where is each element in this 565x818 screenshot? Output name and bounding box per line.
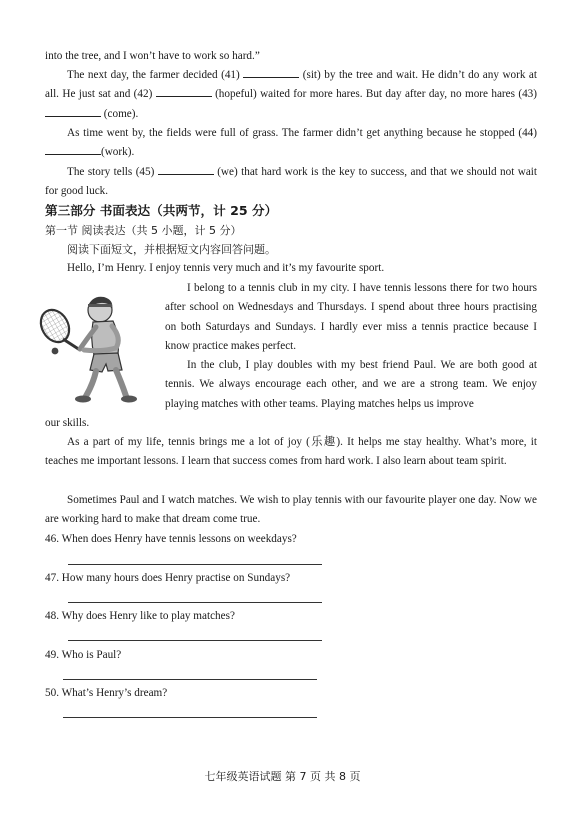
- blank-42[interactable]: [156, 85, 212, 97]
- answer-line-49[interactable]: [63, 679, 317, 680]
- blank-44[interactable]: [45, 143, 101, 155]
- passage-paragraph-1: I belong to a tennis club in my city. I have tennis lessons there for two hours after school on Wednesdays and Thursdays. I spend about three hours practising on both Saturdays and Sundays. I hardly ever miss a tennis practice because I know practice makes perfect.: [165, 282, 537, 352]
- blank-43[interactable]: [45, 105, 101, 117]
- cloze-line-1: into the tree, and I won’t have to work so hard.”: [45, 50, 260, 62]
- passage-paragraph-2-end: our skills.: [45, 417, 90, 429]
- question-46: 46. When does Henry have tennis lessons on weekdays?: [45, 533, 297, 545]
- cloze-paragraph-45: The story tells (45) (we) that hard work is the key to success, and that we should not wait for good luck.: [45, 163, 537, 202]
- question-47: 47. How many hours does Henry practise on Sundays?: [45, 572, 291, 584]
- section-instruction: 阅读下面短文，并根据短文内容回答问题。: [67, 243, 276, 256]
- blank-45[interactable]: [158, 163, 214, 175]
- cloze-paragraph-44: As time went by, the fields were full of grass. The farmer didn’t get anything because he stopped (44) (work).: [45, 124, 537, 163]
- passage-paragraph-4: Sometimes Paul and I watch matches. We wish to play tennis with our favourite player one day. Now we are working hard to make that dream come true.: [45, 494, 537, 526]
- question-48: 48. Why does Henry like to play matches?: [45, 610, 235, 622]
- answer-line-48[interactable]: [68, 640, 322, 641]
- section-subtitle: 第一节 阅读表达（共 5 小题，计 5 分）: [45, 224, 242, 237]
- section-title: 第三部分 书面表达（共两节，计 25 分）: [45, 203, 278, 218]
- page-footer: 七年级英语试题 第 7 页 共 8 页: [204, 770, 361, 783]
- cloze-paragraph-41-43: The next day, the farmer decided (41) (sit) by the tree and wait. He didn’t do any work at all. He just sat and (42) (hopeful) waited for more hares. But day after day, no more hares (43) (come).: [45, 66, 537, 124]
- blank-41[interactable]: [243, 66, 299, 78]
- answer-line-46[interactable]: [68, 564, 322, 565]
- passage-paragraph-2: In the club, I play doubles with my best friend Paul. We are both good at tennis. We always encourage each other, and we are a strong team. We enjoy playing matches with other teams. Playing matches helps us improve: [165, 359, 537, 410]
- answer-line-47[interactable]: [68, 602, 322, 603]
- passage-intro: Hello, I’m Henry. I enjoy tennis very much and it’s my favourite sport.: [67, 262, 385, 274]
- question-50: 50. What’s Henry’s dream?: [45, 687, 168, 699]
- tennis-player-illustration: [36, 292, 160, 410]
- answer-line-50[interactable]: [63, 717, 317, 718]
- question-49: 49. Who is Paul?: [45, 649, 122, 661]
- passage-paragraph-3: As a part of my life, tennis brings me a lot of joy (乐趣). It helps me stay healthy. What’s more, it teaches me important lessons. I learn that success comes from hard work. I also learn about team spirit.: [45, 436, 537, 468]
